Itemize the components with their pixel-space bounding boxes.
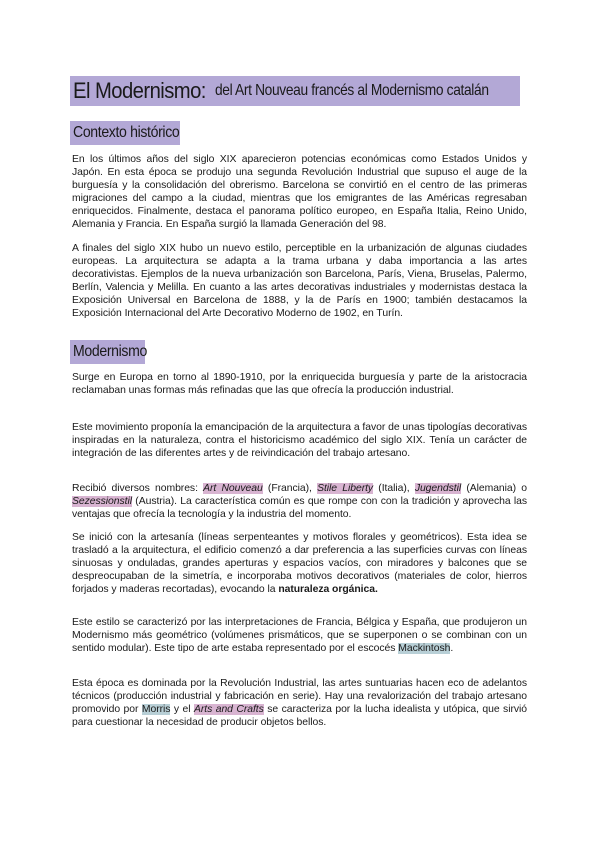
bold-naturaleza-organica: naturaleza orgánica. [278, 584, 378, 596]
highlight-mackintosh: Mackintosh [398, 643, 451, 655]
text-run: Esta época es dominada por la Revolución Industrial, las artes suntuarias hacen eco de adelantos técnicos (producción industrial y fabricación en serie). Hay una revalorización del trabajo artesano promovido por [72, 678, 527, 716]
page-title [70, 76, 520, 106]
paragraph-contexto-1: En los últimos años del siglo XIX aparecieron potencias económicas como Estados Unidos y Japón. En esta época se produjo una segunda Revolución Industrial que supuso el auge de la burguesía y la consolidación del obrerismo. Barcelona se convirtió en el centro de las primeras migraciones del campo a la ciudad, mientras que los emigrantes de las Américas regresaban enriquecidos. Finalmente, destaca el panorama político europeo, en España Italia, Reino Unido, Alemania y Francia. En España surgió la llamada Generación del 98. [72, 154, 527, 231]
paragraph-modernismo-6 [72, 677, 527, 729]
highlight-arts-and-crafts: Arts and Crafts [193, 704, 264, 716]
section-heading-contexto [70, 121, 180, 145]
section-heading-label: Contexto histórico [73, 124, 180, 141]
paragraph-modernismo-4 [72, 531, 527, 596]
highlight-morris: Morris [141, 704, 171, 716]
text-run: (Francia), [262, 483, 318, 494]
text-run: y el [170, 704, 194, 716]
title-main: El Modernismo: [73, 78, 206, 103]
text-run: Recibió diversos nombres: [72, 483, 204, 494]
text-run: (Alemania) o [461, 483, 527, 494]
highlight-jugendstil: Jugendstil [414, 483, 462, 494]
paragraph-modernismo-1: Surge en Europa en torno al 1890-1910, por la enriquecida burguesía y parte de la aristocracia reclamaban unas formas más refinadas que las que ofrecía la producción industrial. [72, 372, 527, 397]
text-run: Este estilo se caracterizó por las interpretaciones de Francia, Bélgica y España, que produjeron un Modernismo más geométrico (volúmenes prismáticos, que se superponen o se combinan con un sentido modular). Este tipo de arte estaba representado por el escocés [72, 617, 527, 655]
text-run: . [450, 643, 454, 655]
paragraph-modernismo-5 [72, 616, 527, 655]
title-subtitle: del Art Nouveau francés al Modernismo catalán [215, 82, 490, 99]
highlight-sezessionstil: Sezessionstil [72, 496, 132, 508]
section-heading-modernismo [70, 340, 145, 364]
text-run: (Austria). La característica común es que rompe con con la tradición y aprovecha las ventajas que ofrecía la tecnología y la industria del momento. [72, 496, 527, 521]
paragraph-modernismo-3 [72, 482, 527, 521]
text-run: Se inició con la artesanía (líneas serpenteantes y motivos florales y geométricos). Esta idea se trasladó a la arquitectura, el edificio comenzó a dar preferencia a las superficies curvas con líneas sinuosas y onduladas, grandes aperturas y espacios vacíos, con miradores y balcones que se despreocupaban de la simetría, e incorporaba motivos decorativos (materiales de color, hierros forjados y maderas recortadas), evocando la [72, 532, 527, 596]
text-run: (Italia), [373, 483, 415, 494]
section-heading-label: Modernismo [73, 343, 147, 360]
highlight-art-nouveau: Art Nouveau [203, 483, 263, 494]
text-run: se caracteriza por la lucha idealista y utópica, que sirvió para cuestionar la necesidad de producir objetos bellos. [72, 704, 528, 729]
highlight-stile-liberty: Stile Liberty [317, 483, 374, 494]
paragraph-contexto-2: A finales del siglo XIX hubo un nuevo estilo, perceptible en la urbanización de algunas ciudades europeas. La arquitectura se adapta a la trama urbana y daba importancia a las artes decorativistas. Ejemplos de la nueva urbanización son Barcelona, París, Viena, Bruselas, Palermo, Berlín, Valencia y Melilla. En cuanto a las artes decorativas industriales y modernistas destaca la Exposición Universal en Barcelona de 1888, y la de París en 1900; también destacamos la Exposición Internacional del Arte Decorativo Moderno de 1902, en Turín. [72, 243, 527, 320]
paragraph-modernismo-2: Este movimiento proponía la emancipación de la arquitectura a favor de unas tipologías decorativas inspiradas en la naturaleza, contra el historicismo académico del siglo XIX. Tenía un carácter de integración de las diferentes artes y de reivindicación del trabajo artesano. [72, 422, 527, 460]
